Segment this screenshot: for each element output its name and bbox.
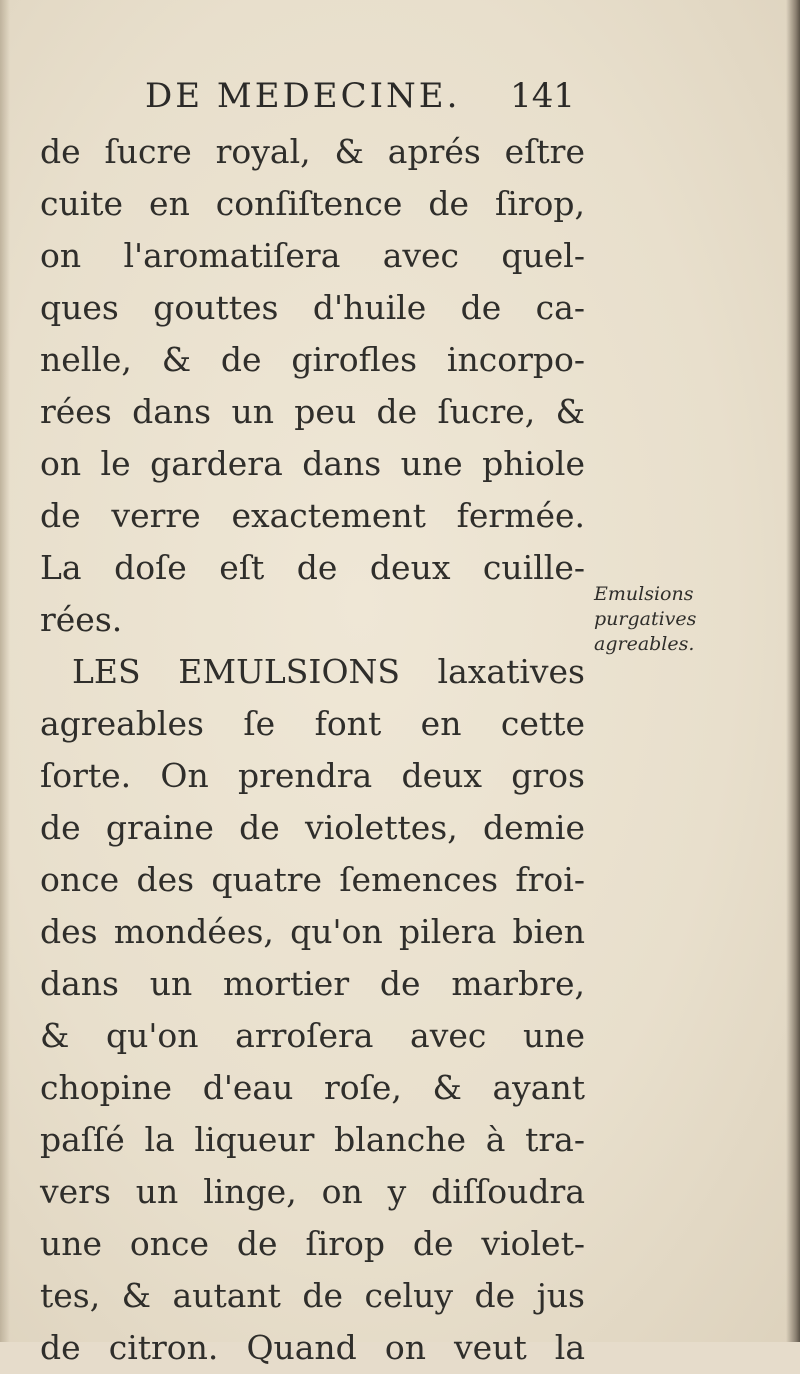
text-line: on l'aromatiſera avec quel- — [40, 236, 585, 275]
text-line: des mondées, qu'on pilera bien — [40, 912, 585, 951]
page-number: 141 — [510, 76, 575, 116]
text-line: ques gouttes d'huile de ca- — [40, 288, 585, 327]
page-header — [145, 76, 575, 124]
text-line: agreables ſe font en cette — [40, 704, 585, 743]
running-title: DE MEDECINE. — [145, 76, 461, 116]
margin-note-line: purgatives — [594, 608, 697, 630]
text-line: une once de ſirop de violet- — [40, 1224, 585, 1263]
text-line: tes, & autant de celuy de jus — [40, 1276, 585, 1315]
text-line: ſorte. On prendra deux gros — [40, 756, 585, 795]
text-line: chopine d'eau roſe, & ayant — [40, 1068, 585, 1107]
text-line: vers un linge, on y diſſoudra — [40, 1172, 585, 1211]
text-line: de verre exactement fermée. — [40, 496, 585, 535]
text-line: once des quatre ſemences froi- — [40, 860, 585, 899]
body-text — [40, 126, 585, 1374]
paragraph-start-line: LES EMULSIONS laxatives — [72, 652, 585, 691]
text-line: dans un mortier de marbre, — [40, 964, 585, 1003]
text-line: cuite en conſiſtence de ſirop, — [40, 184, 585, 223]
margin-note — [594, 582, 724, 657]
text-line: La doſe eſt de deux cuille- — [40, 548, 585, 587]
text-line: paſſé la liqueur blanche à tra- — [40, 1120, 585, 1159]
text-line: rées. — [40, 600, 123, 639]
text-line: & qu'on arroſera avec une — [40, 1016, 585, 1055]
text-line: rées dans un peu de ſucre, & — [40, 392, 585, 431]
text-line: nelle, & de girofles incorpo- — [40, 340, 585, 379]
text-line: on le gardera dans une phiole — [40, 444, 585, 483]
page-edge-shadow — [786, 0, 800, 1342]
text-line: de graine de violettes, demie — [40, 808, 585, 847]
text-line: de citron. Quand on veut la — [40, 1328, 585, 1367]
text-line: de ſucre royal, & aprés eſtre — [40, 132, 585, 171]
margin-note-line: agreables. — [594, 633, 695, 655]
margin-note-line: Emulsions — [594, 583, 694, 605]
page-gutter-shadow — [0, 0, 10, 1342]
